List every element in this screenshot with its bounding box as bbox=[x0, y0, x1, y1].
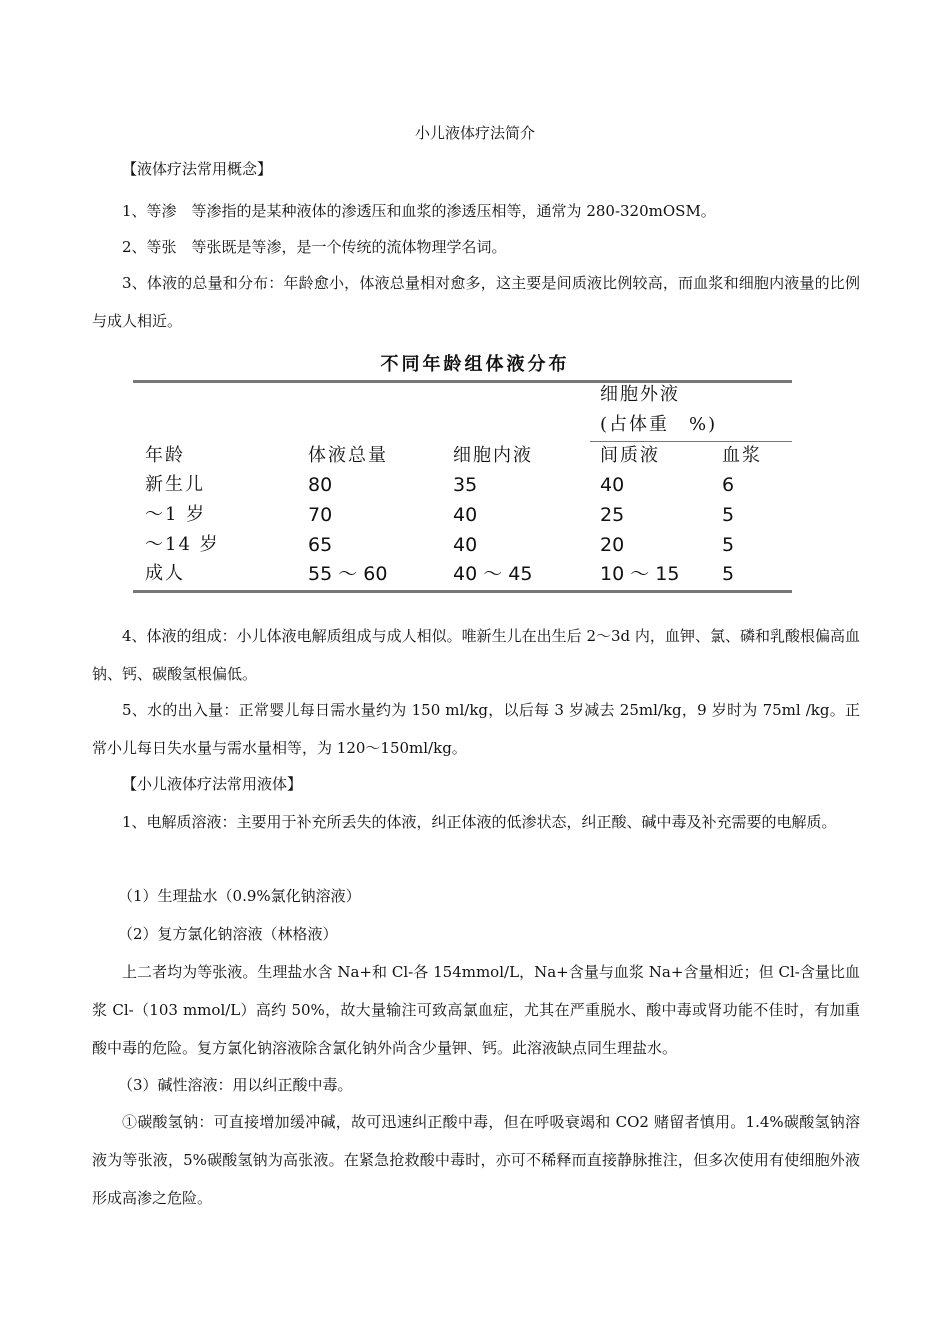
table-cell: 80 bbox=[308, 474, 333, 496]
table-cell: 20 bbox=[600, 534, 625, 556]
table-cell: 5 bbox=[722, 563, 735, 585]
paragraph-isotonic-notes: 上二者均为等张液。生理盐水含 Na+和 Cl-各 154mmol/L，Na+含量与血浆 Na+含量相近；但 Cl-含量比血浆 Cl-（103 mmol/L）高约 50%，故大量输注可致高氯血症，尤其在严重脱水、酸中毒或肾功能不佳时，有加重酸中毒的危险。复方氯化钠溶液除含氯化钠外尚含少量钾、钙。此溶液缺点同生理盐水。 bbox=[92, 963, 860, 1057]
table-cell: 40 ～ 45 bbox=[453, 563, 533, 585]
table-cell: 55 ～ 60 bbox=[308, 563, 388, 585]
table-group-header: 细胞外液 bbox=[600, 384, 680, 405]
table-header-intracellular: 细胞内液 bbox=[453, 445, 533, 466]
paragraph-isotonic: 2、等张 等张既是等渗，是一个传统的流体物理学名词。 bbox=[122, 238, 507, 256]
table-group-header-unit: (占体重 %) bbox=[600, 414, 718, 435]
item-ringer-solution: （2）复方氯化钠溶液（林格液） bbox=[118, 925, 338, 943]
paragraph-isosmotic: 1、等渗 等渗指的是某种液体的渗透压和血浆的渗透压相等，通常为 280-320mOSM。 bbox=[122, 202, 716, 220]
paragraph-sodium-bicarbonate: ①碳酸氢钠：可直接增加缓冲碱，故可迅速纠正酸中毒，但在呼吸衰竭和 CO2 赌留者慎用。1.4%碳酸氢钠溶液为等张液，5%碳酸氢钠为高张液。在紧急抢救酸中毒时，亦可不稀释而直接静脉推注，但多次使用有使细胞外液形成高渗之危险。 bbox=[92, 1113, 860, 1207]
table-title: 不同年龄组体液分布 bbox=[380, 354, 570, 375]
table-header-interstitial: 间质液 bbox=[600, 445, 660, 466]
table-cell: ～14 岁 bbox=[145, 534, 220, 555]
table-cell: 40 bbox=[453, 534, 478, 556]
table-header-plasma: 血浆 bbox=[722, 445, 762, 466]
table-top-rule bbox=[133, 380, 792, 383]
table-cell: 35 bbox=[453, 474, 478, 496]
table-cell: ～1 岁 bbox=[145, 504, 207, 525]
table-cell: 40 bbox=[453, 504, 478, 526]
table-cell: 5 bbox=[722, 504, 735, 526]
paragraph-body-fluid-distribution: 3、体液的总量和分布：年龄愈小，体液总量相对愈多，这主要是间质液比例较高，而血浆和细胞内液量的比例与成人相近。 bbox=[92, 274, 860, 330]
table-cell: 65 bbox=[308, 534, 333, 556]
section-heading-fluids: 【小儿液体疗法常用液体】 bbox=[122, 775, 303, 793]
paragraph-fluid-composition: 4、体液的组成：小儿体液电解质组成与成人相似。唯新生儿在出生后 2～3d 内，血钾、氯、磷和乳酸根偏高血钠、钙、碳酸氢根偏低。 bbox=[92, 627, 860, 683]
table-cell: 40 bbox=[600, 474, 625, 496]
section-heading-concepts: 【液体疗法常用概念】 bbox=[122, 160, 273, 178]
table-cell: 6 bbox=[722, 474, 735, 496]
table-cell: 25 bbox=[600, 504, 625, 526]
table-cell: 成人 bbox=[145, 563, 185, 584]
table-cell: 新生儿 bbox=[145, 474, 205, 495]
table-cell: 10 ～ 15 bbox=[600, 563, 680, 585]
table-bottom-rule bbox=[133, 590, 792, 593]
table-header-total: 体液总量 bbox=[308, 445, 388, 466]
paragraph-electrolyte-solution: 1、电解质溶液：主要用于补充所丢失的体液，纠正体液的低渗状态，纠正酸、碱中毒及补充需要的电解质。 bbox=[122, 813, 837, 831]
table-cell: 5 bbox=[722, 534, 735, 556]
paragraph-water-intake: 5、水的出入量：正常婴儿每日需水量约为 150 ml/kg，以后每 3 岁减去 25ml/kg，9 岁时为 75ml /kg。正常小儿每日失水量与需水量相等，为 120～150ml/kg。 bbox=[92, 701, 860, 757]
table-header-age: 年龄 bbox=[145, 445, 185, 466]
document-title: 小儿液体疗法简介 bbox=[414, 124, 535, 142]
item-normal-saline: （1）生理盐水（0.9%氯化钠溶液） bbox=[118, 887, 361, 905]
table-cell: 70 bbox=[308, 504, 333, 526]
item-alkaline-solution: （3）碱性溶液：用以纠正酸中毒。 bbox=[118, 1076, 353, 1094]
